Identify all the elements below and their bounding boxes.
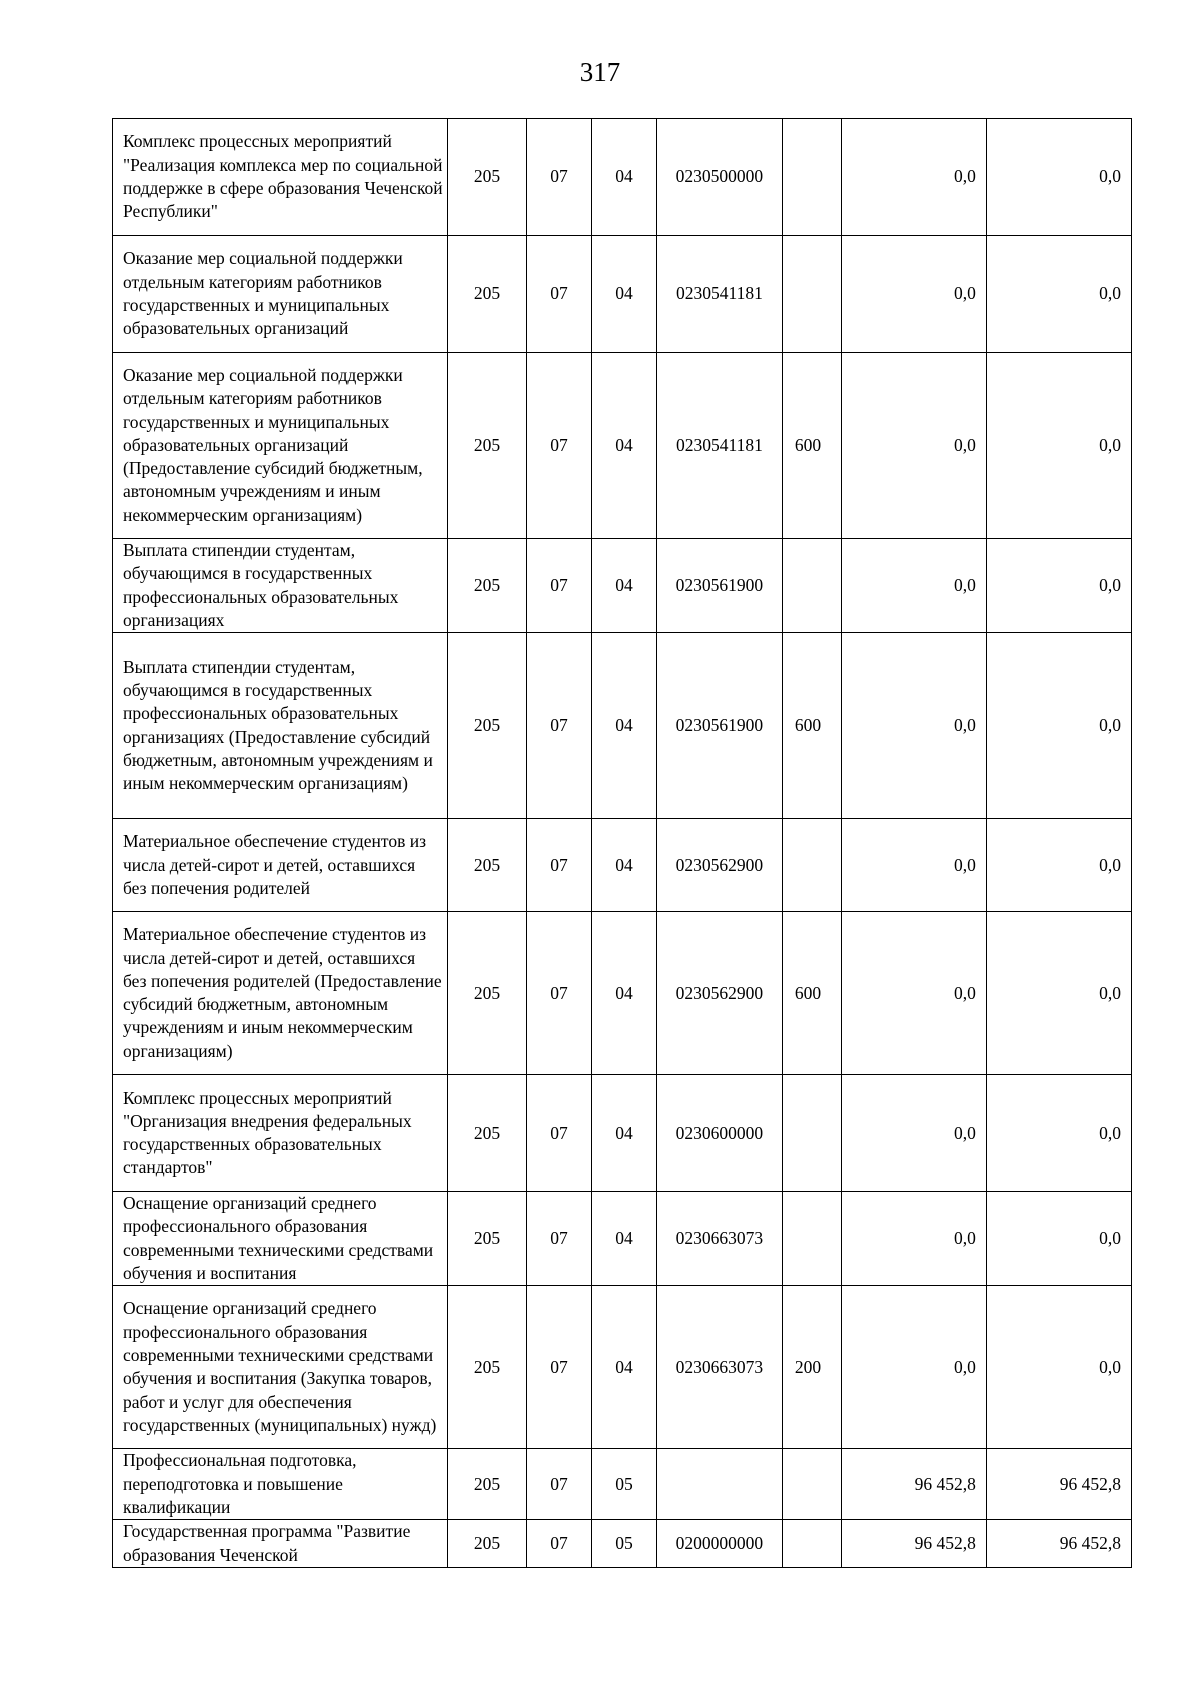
row-name-cell: Комплекс процессных мероприятий "Организация внедрения федеральных государственных образовательных стандартов": [113, 1075, 448, 1192]
row-name-cell: Оказание мер социальной поддержки отдельным категориям работников государственных и муниципальных образовательных организаций (Предоставление субсидий бюджетным, автономным учреждениям и иным некоммерческим организациям): [113, 353, 448, 539]
table-row: [113, 819, 1132, 912]
section-code-cell: 07: [527, 819, 592, 912]
amount-year2-cell: 96 452,8: [986, 1520, 1131, 1568]
section-code-cell: 07: [527, 236, 592, 353]
amount-year1-cell: 0,0: [841, 912, 986, 1075]
section-code-cell: 07: [527, 633, 592, 819]
target-article-code-cell: 0200000000: [656, 1520, 782, 1568]
amount-year1-cell: 0,0: [841, 539, 986, 633]
table-row: [113, 353, 1132, 539]
subsection-code-cell: 04: [592, 539, 657, 633]
grbs-code-cell: 205: [447, 819, 526, 912]
table-row: [113, 912, 1132, 1075]
row-name-cell: Профессиональная подготовка, переподготовка и повышение квалификации: [113, 1449, 448, 1520]
subsection-code-cell: 04: [592, 819, 657, 912]
target-article-code-cell: 0230562900: [656, 819, 782, 912]
expense-type-code-cell: [782, 1520, 841, 1568]
subsection-code-cell: 04: [592, 1192, 657, 1286]
subsection-code-cell: 04: [592, 236, 657, 353]
amount-year2-cell: 0,0: [986, 1075, 1131, 1192]
amount-year1-cell: 0,0: [841, 1192, 986, 1286]
expense-type-code-cell: [782, 539, 841, 633]
amount-year1-cell: 0,0: [841, 236, 986, 353]
expense-type-code-cell: 600: [782, 353, 841, 539]
row-name-cell: Материальное обеспечение студентов из числа детей-сирот и детей, оставшихся без попечения родителей (Предоставление субсидий бюджетным, автономным учреждениям и иным некоммерческим организациям): [113, 912, 448, 1075]
target-article-code-cell: 0230600000: [656, 1075, 782, 1192]
expense-type-code-cell: [782, 1192, 841, 1286]
grbs-code-cell: 205: [447, 912, 526, 1075]
amount-year2-cell: 0,0: [986, 819, 1131, 912]
grbs-code-cell: 205: [447, 1286, 526, 1449]
expense-type-code-cell: 600: [782, 633, 841, 819]
table-row: [113, 1520, 1132, 1568]
amount-year1-cell: 96 452,8: [841, 1449, 986, 1520]
table-row: [113, 1449, 1132, 1520]
row-name-cell: Оснащение организаций среднего профессионального образования современными техническими средствами обучения и воспитания: [113, 1192, 448, 1286]
section-code-cell: 07: [527, 1520, 592, 1568]
expense-type-code-cell: 200: [782, 1286, 841, 1449]
grbs-code-cell: 205: [447, 539, 526, 633]
table-row: [113, 1075, 1132, 1192]
table-row: [113, 236, 1132, 353]
budget-table: [112, 118, 1132, 1568]
amount-year1-cell: 96 452,8: [841, 1520, 986, 1568]
amount-year2-cell: 0,0: [986, 353, 1131, 539]
subsection-code-cell: 04: [592, 1075, 657, 1192]
amount-year2-cell: 0,0: [986, 236, 1131, 353]
subsection-code-cell: 04: [592, 912, 657, 1075]
target-article-code-cell: 0230541181: [656, 236, 782, 353]
target-article-code-cell: [656, 1449, 782, 1520]
amount-year1-cell: 0,0: [841, 819, 986, 912]
amount-year1-cell: 0,0: [841, 1075, 986, 1192]
grbs-code-cell: 205: [447, 1520, 526, 1568]
table-row: [113, 633, 1132, 819]
target-article-code-cell: 0230663073: [656, 1192, 782, 1286]
amount-year2-cell: 0,0: [986, 119, 1131, 236]
grbs-code-cell: 205: [447, 1192, 526, 1286]
table-body: [113, 119, 1132, 1568]
row-name-cell: Оказание мер социальной поддержки отдельным категориям работников государственных и муниципальных образовательных организаций: [113, 236, 448, 353]
section-code-cell: 07: [527, 353, 592, 539]
expense-type-code-cell: [782, 119, 841, 236]
table-row: [113, 539, 1132, 633]
expense-type-code-cell: [782, 1449, 841, 1520]
expense-type-code-cell: [782, 1075, 841, 1192]
target-article-code-cell: 0230663073: [656, 1286, 782, 1449]
expense-type-code-cell: 600: [782, 912, 841, 1075]
target-article-code-cell: 0230500000: [656, 119, 782, 236]
expense-type-code-cell: [782, 236, 841, 353]
row-name-cell: Комплекс процессных мероприятий "Реализация комплекса мер по социальной поддержке в сфере образования Чеченской Республики": [113, 119, 448, 236]
target-article-code-cell: 0230562900: [656, 912, 782, 1075]
amount-year1-cell: 0,0: [841, 353, 986, 539]
subsection-code-cell: 04: [592, 353, 657, 539]
subsection-code-cell: 04: [592, 633, 657, 819]
row-name-cell: Государственная программа "Развитие образования Чеченской: [113, 1520, 448, 1568]
subsection-code-cell: 05: [592, 1449, 657, 1520]
amount-year2-cell: 0,0: [986, 633, 1131, 819]
grbs-code-cell: 205: [447, 119, 526, 236]
section-code-cell: 07: [527, 1286, 592, 1449]
row-name-cell: Выплата стипендии студентам, обучающимся в государственных профессиональных образовательных организациях (Предоставление субсидий бюджетным, автономным учреждениям и иным некоммерческим организациям): [113, 633, 448, 819]
amount-year1-cell: 0,0: [841, 1286, 986, 1449]
target-article-code-cell: 0230561900: [656, 539, 782, 633]
subsection-code-cell: 04: [592, 1286, 657, 1449]
amount-year2-cell: 96 452,8: [986, 1449, 1131, 1520]
grbs-code-cell: 205: [447, 236, 526, 353]
grbs-code-cell: 205: [447, 1075, 526, 1192]
amount-year2-cell: 0,0: [986, 1192, 1131, 1286]
section-code-cell: 07: [527, 912, 592, 1075]
amount-year1-cell: 0,0: [841, 119, 986, 236]
table-row: [113, 1286, 1132, 1449]
grbs-code-cell: 205: [447, 353, 526, 539]
amount-year1-cell: 0,0: [841, 633, 986, 819]
amount-year2-cell: 0,0: [986, 912, 1131, 1075]
row-name-cell: Оснащение организаций среднего профессионального образования современными техническими средствами обучения и воспитания (Закупка товаров, работ и услуг для обеспечения государственных (муниципальных) нужд): [113, 1286, 448, 1449]
page-number: 317: [579, 57, 621, 87]
target-article-code-cell: 0230561900: [656, 633, 782, 819]
grbs-code-cell: 205: [447, 633, 526, 819]
section-code-cell: 07: [527, 539, 592, 633]
table-row: [113, 1192, 1132, 1286]
row-name-cell: Выплата стипендии студентам, обучающимся в государственных профессиональных образовательных организациях: [113, 539, 448, 633]
amount-year2-cell: 0,0: [986, 1286, 1131, 1449]
expense-type-code-cell: [782, 819, 841, 912]
section-code-cell: 07: [527, 1449, 592, 1520]
table-row: [113, 119, 1132, 236]
subsection-code-cell: 05: [592, 1520, 657, 1568]
row-name-cell: Материальное обеспечение студентов из числа детей-сирот и детей, оставшихся без попечения родителей: [113, 819, 448, 912]
target-article-code-cell: 0230541181: [656, 353, 782, 539]
section-code-cell: 07: [527, 119, 592, 236]
grbs-code-cell: 205: [447, 1449, 526, 1520]
section-code-cell: 07: [527, 1192, 592, 1286]
section-code-cell: 07: [527, 1075, 592, 1192]
subsection-code-cell: 04: [592, 119, 657, 236]
amount-year2-cell: 0,0: [986, 539, 1131, 633]
